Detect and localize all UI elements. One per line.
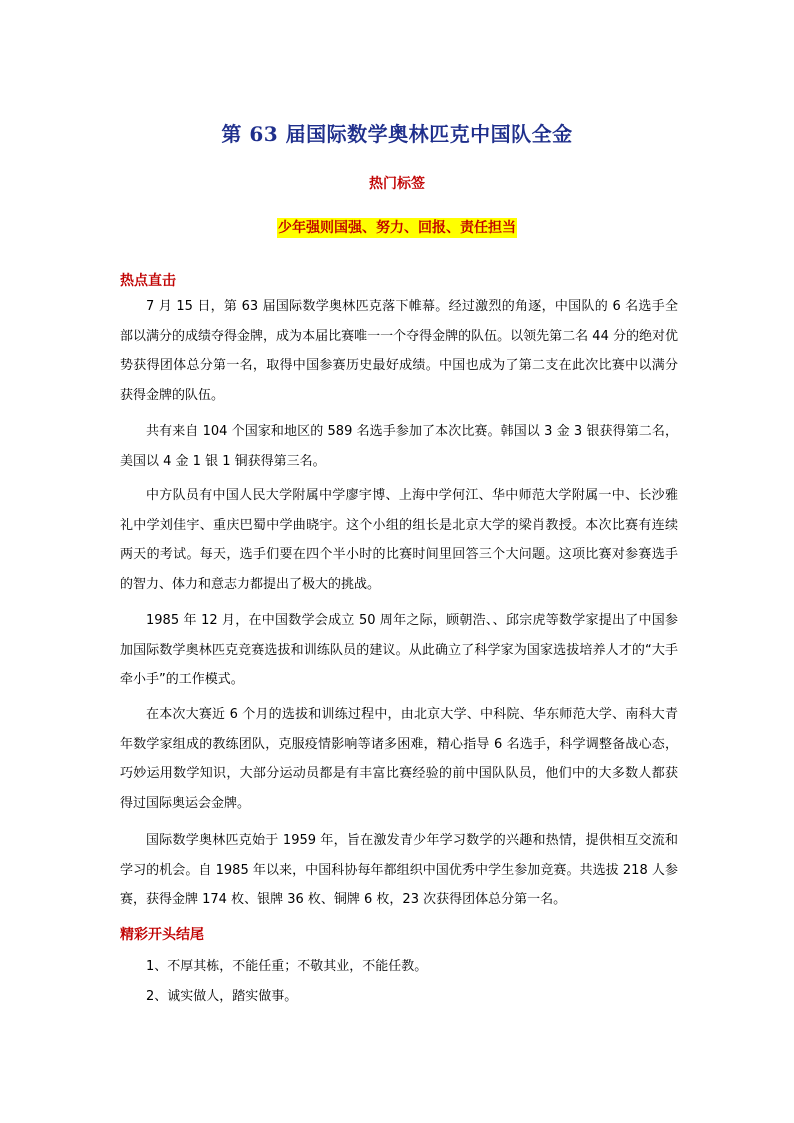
hot-topic-paragraph-1: 7 月 15 日，第 63 届国际数学奥林匹克落下帷幕。经过激烈的角逐，中国队的 6 名选手全部以满分的成绩夺得金牌，成为本届比赛唯一一个夺得金牌的队伍。以领先第二名 44 分的绝对优势获得团体总分第一名，取得中国参赛历史最好成绩。中国也成为了第二支在此次比赛中以满分获得金牌的队伍。 — [120, 299, 678, 403]
openings-item-2: 2、诚实做人，踏实做事。 — [146, 989, 298, 1004]
tags-row — [0, 217, 794, 238]
hot-topic-heading: 热点直击 — [120, 273, 176, 289]
hot-topic-paragraph-4: 1985 年 12 月，在中国数学会成立 50 周年之际，顾朝浩、、邱宗虎等数学家提出了中国参加国际数学奥林匹克竞赛选拔和训练队员的建议。从此确立了科学家为国家选拔培养人才的“大手牵小手”的工作模式。 — [120, 613, 678, 687]
tags-highlight-text: 少年强则国强、努力、回报、责任担当 — [278, 220, 516, 236]
tags-heading: 热门标签 — [369, 176, 425, 192]
hot-topic-paragraph-2: 共有来自 104 个国家和地区的 589 名选手参加了本次比赛。韩国以 3 金 3 银获得第二名，美国以 4 金 1 银 1 铜获得第三名。 — [120, 424, 678, 469]
hot-topic-paragraph-3: 中方队员有中国人民大学附属中学廖宇博、上海中学何江、华中师范大学附属一中、长沙雅礼中学刘佳宇、重庆巴蜀中学曲晓宇。这个小组的组长是北京大学的梁肖教授。本次比赛有连续两天的考试。每天，选手们要在四个半小时的比赛时间里回答三个大问题。这项比赛对参赛选手的智力、体力和意志力都提出了极大的挑战。 — [120, 488, 678, 592]
openings-heading: 精彩开头结尾 — [120, 927, 204, 943]
openings-item-1: 1、不厚其栋，不能任重；不敬其业，不能任教。 — [146, 959, 428, 974]
hot-topic-paragraph-6: 国际数学奥林匹克始于 1959 年，旨在激发青少年学习数学的兴趣和热情，提供相互交流和学习的机会。自 1985 年以来，中国科协每年都组织中国优秀中学生参加竞赛。共选拔 218 人参赛，获得金牌 174 枚、银牌 36 枚、铜牌 6 枚，23 次获得团体总分第一名。 — [120, 833, 678, 907]
hot-topic-paragraph-5: 在本次大赛近 6 个月的选拔和训练过程中，由北京大学、中科院、华东师范大学、南科大青年数学家组成的教练团队，克服疫情影响等诸多困难，精心指导 6 名选手，科学调整备战心态，巧妙运用数学知识，大部分运动员都是有丰富比赛经验的前中国队队员，他们中的大多数人都获得过国际奥运会金牌。 — [120, 707, 678, 811]
document-title: 第 63 届国际数学奥林匹克中国队全金 — [221, 122, 573, 146]
